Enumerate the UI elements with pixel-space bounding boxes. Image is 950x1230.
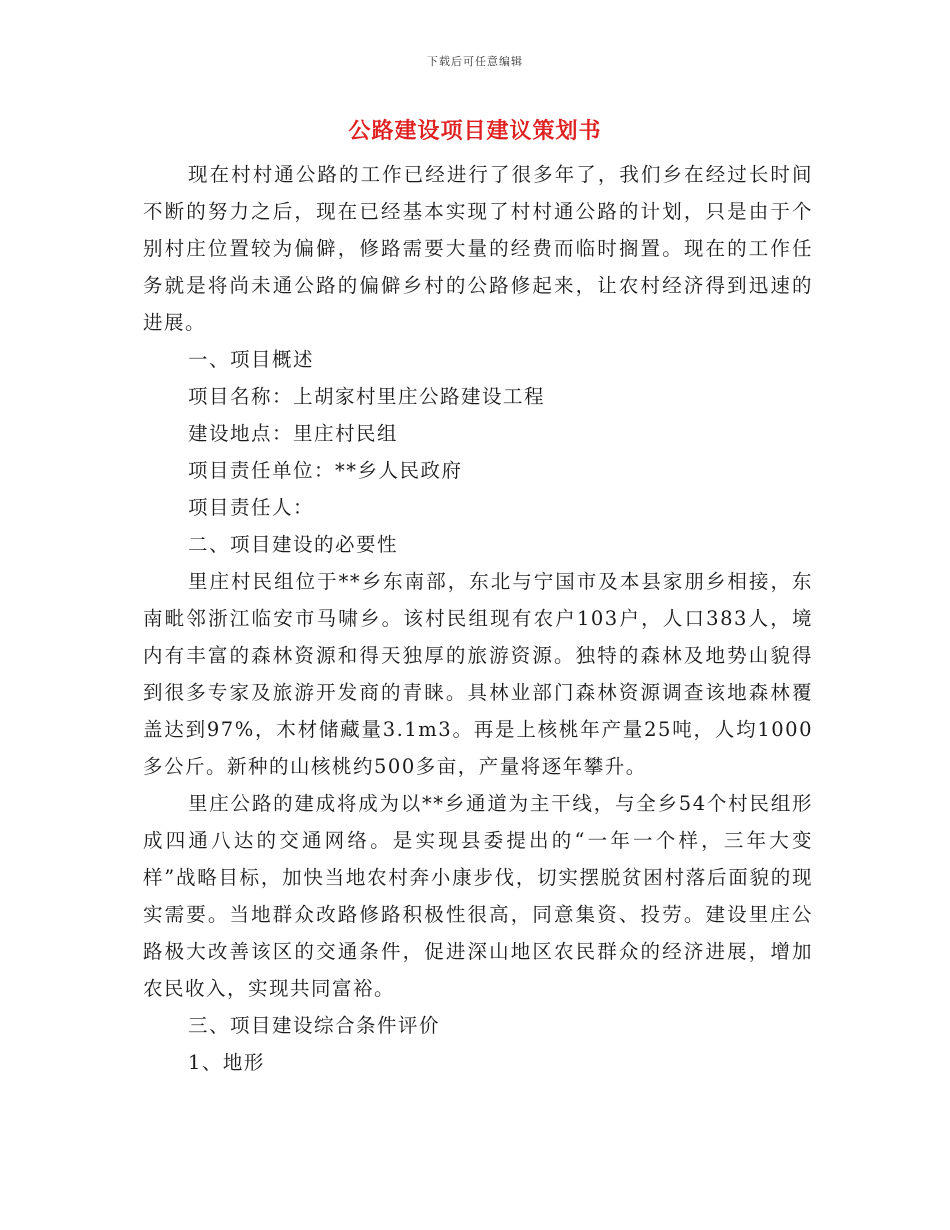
document-body bbox=[143, 156, 813, 1081]
intro-paragraph: 现在村村通公路的工作已经进行了很多年了，我们乡在经过长时间不断的努力之后，现在已经基本实现了村村通公路的计划，只是由于个别村庄位置较为偏僻，修路需要大量的经费而临时搁置。现在的工作任务就是将尚未通公路的偏僻乡村的公路修起来，让农村经济得到迅速的进展。 bbox=[143, 163, 813, 334]
necessity-paragraph-1: 里庄村民组位于**乡东南部，东北与宁国市及本县家朋乡相接，东南毗邻浙江临安市马啸乡。该村民组现有农户103户，人口383人，境内有丰富的森林资源和得天独厚的旅游资源。独特的森林及地势山貌得到很多专家及旅游开发商的青睐。具林业部门森林资源调查该地森林覆盖达到97%，木材储藏量3.1m3。再是上核桃年产量25吨，人均1000多公斤。新种的山核桃约500多亩，产量将逐年攀升。 bbox=[143, 570, 813, 778]
project-location: 建设地点：里庄村民组 bbox=[188, 422, 399, 445]
project-name: 项目名称：上胡家村里庄公路建设工程 bbox=[188, 385, 546, 408]
necessity-paragraph-2: 里庄公路的建成将成为以**乡通道为主干线，与全乡54个村民组形成四通八达的交通网络。是实现县委提出的“一年一个样，三年大变样”战略目标，加快当地农村奔小康步伐，切实摆脱贫困村落后面貌的现实需要。当地群众改路修路积极性很高，同意集资、投劳。建设里庄公路极大改善该区的交通条件，促进深山地区农民群众的经济进展，增加农民收入，实现共同富裕。 bbox=[143, 792, 813, 1000]
section-2-heading: 二、项目建设的必要性 bbox=[188, 533, 399, 556]
header-note: 下载后可任意编辑 bbox=[427, 55, 523, 68]
subsection-terrain: 1、地形 bbox=[188, 1051, 265, 1074]
section-3-heading: 三、项目建设综合条件评价 bbox=[188, 1014, 441, 1037]
project-responsible-person: 项目责任人： bbox=[188, 496, 315, 519]
project-responsible-unit: 项目责任单位：**乡人民政府 bbox=[188, 459, 463, 482]
document-title: 公路建设项目建议策划书 bbox=[348, 118, 602, 144]
section-1-heading: 一、项目概述 bbox=[188, 348, 315, 371]
